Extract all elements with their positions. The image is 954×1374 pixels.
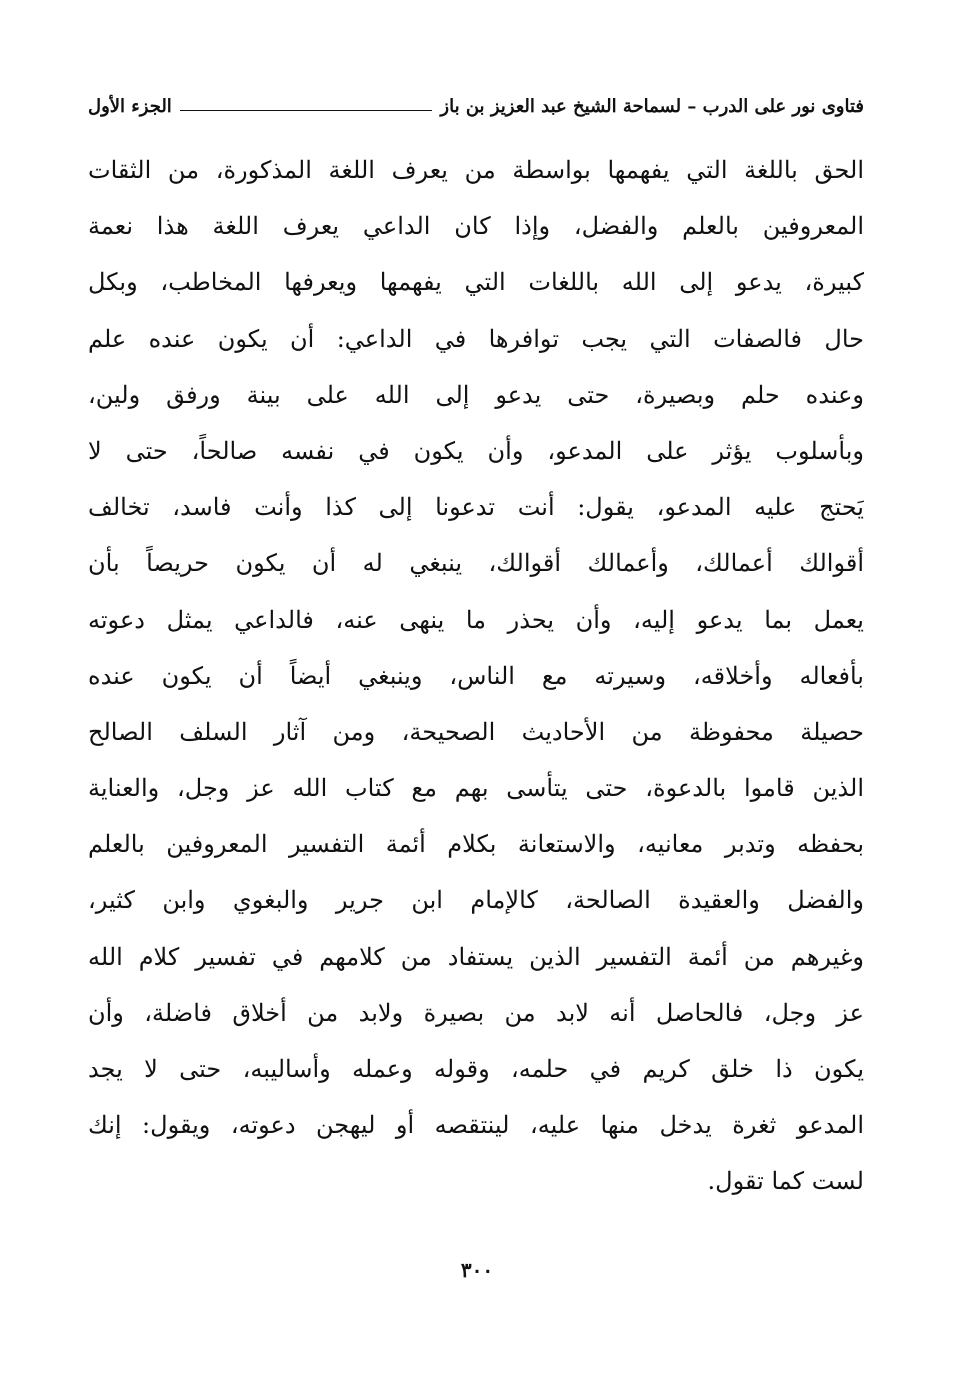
text-line: عز وجل، فالحاصل أنه لابد من بصيرة ولابد من أخلاق فاضلة، وأن [88,998,864,1027]
text-line: أقوالك أعمالك، وأعمالك أقوالك، ينبغي له أن يكون حريصاً بأن [88,549,864,578]
text-line: لست كما تقول. [707,1167,864,1196]
text-line: حال فالصفات التي يجب توافرها في الداعي: أن يكون عنده علم [88,324,864,353]
running-header [88,90,864,122]
text-line: كبيرة، يدعو إلى الله باللغات التي يفهمها ويعرفها المخاطب، وبكل [88,268,864,297]
book-title: فتاوى نور على الدرب – لسماحة الشيخ عبد العزيز بن باز [440,95,864,117]
text-line: حصيلة محفوظة من الأحاديث الصحيحة، ومن آثار السلف الصالح [88,717,864,746]
text-line: بأفعاله وأخلاقه، وسيرته مع الناس، وينبغي أيضاً أن يكون عنده [88,661,864,690]
text-line: يعمل بما يدعو إليه، وأن يحذر ما ينهى عنه، فالداعي يمثل دعوته [88,605,864,634]
body-text [88,142,864,1210]
text-line: المعروفين بالعلم والفضل، وإذا كان الداعي يعرف اللغة هذا نعمة [88,212,864,241]
text-line: المدعو ثغرة يدخل منها عليه، لينتقصه أو ليهجن دعوته، ويقول: إنك [88,1111,864,1140]
text-line: الذين قاموا بالدعوة، حتى يتأسى بهم مع كتاب الله عز وجل، والعناية [88,774,864,803]
text-line: والفضل والعقيدة الصالحة، كالإمام ابن جرير والبغوي وابن كثير، [88,886,864,915]
text-line: وغيرهم من أئمة التفسير الذين يستفاد من كلامهم في تفسير كلام الله [88,942,864,971]
header-rule [180,110,433,111]
text-line: وعنده حلم وبصيرة، حتى يدعو إلى الله على بينة ورفق ولين، [88,380,864,409]
text-line: بحفظه وتدبر معانيه، والاستعانة بكلام أئمة التفسير المعروفين بالعلم [88,830,864,859]
text-line: يَحتج عليه المدعو، يقول: أنت تدعونا إلى كذا وأنت فاسد، تخالف [88,493,864,522]
page-number: ٣٠٠ [460,1258,494,1282]
text-line: وبأسلوب يؤثر على المدعو، وأن يكون في نفسه صالحاً، حتى لا [88,436,864,465]
text-line: الحق باللغة التي يفهمها بواسطة من يعرف اللغة المذكورة، من الثقات [88,156,864,184]
volume-label: الجزء الأول [88,95,172,117]
text-line: يكون ذا خلق كريم في حلمه، وقوله وعمله وأساليبه، حتى لا يجد [88,1055,864,1083]
